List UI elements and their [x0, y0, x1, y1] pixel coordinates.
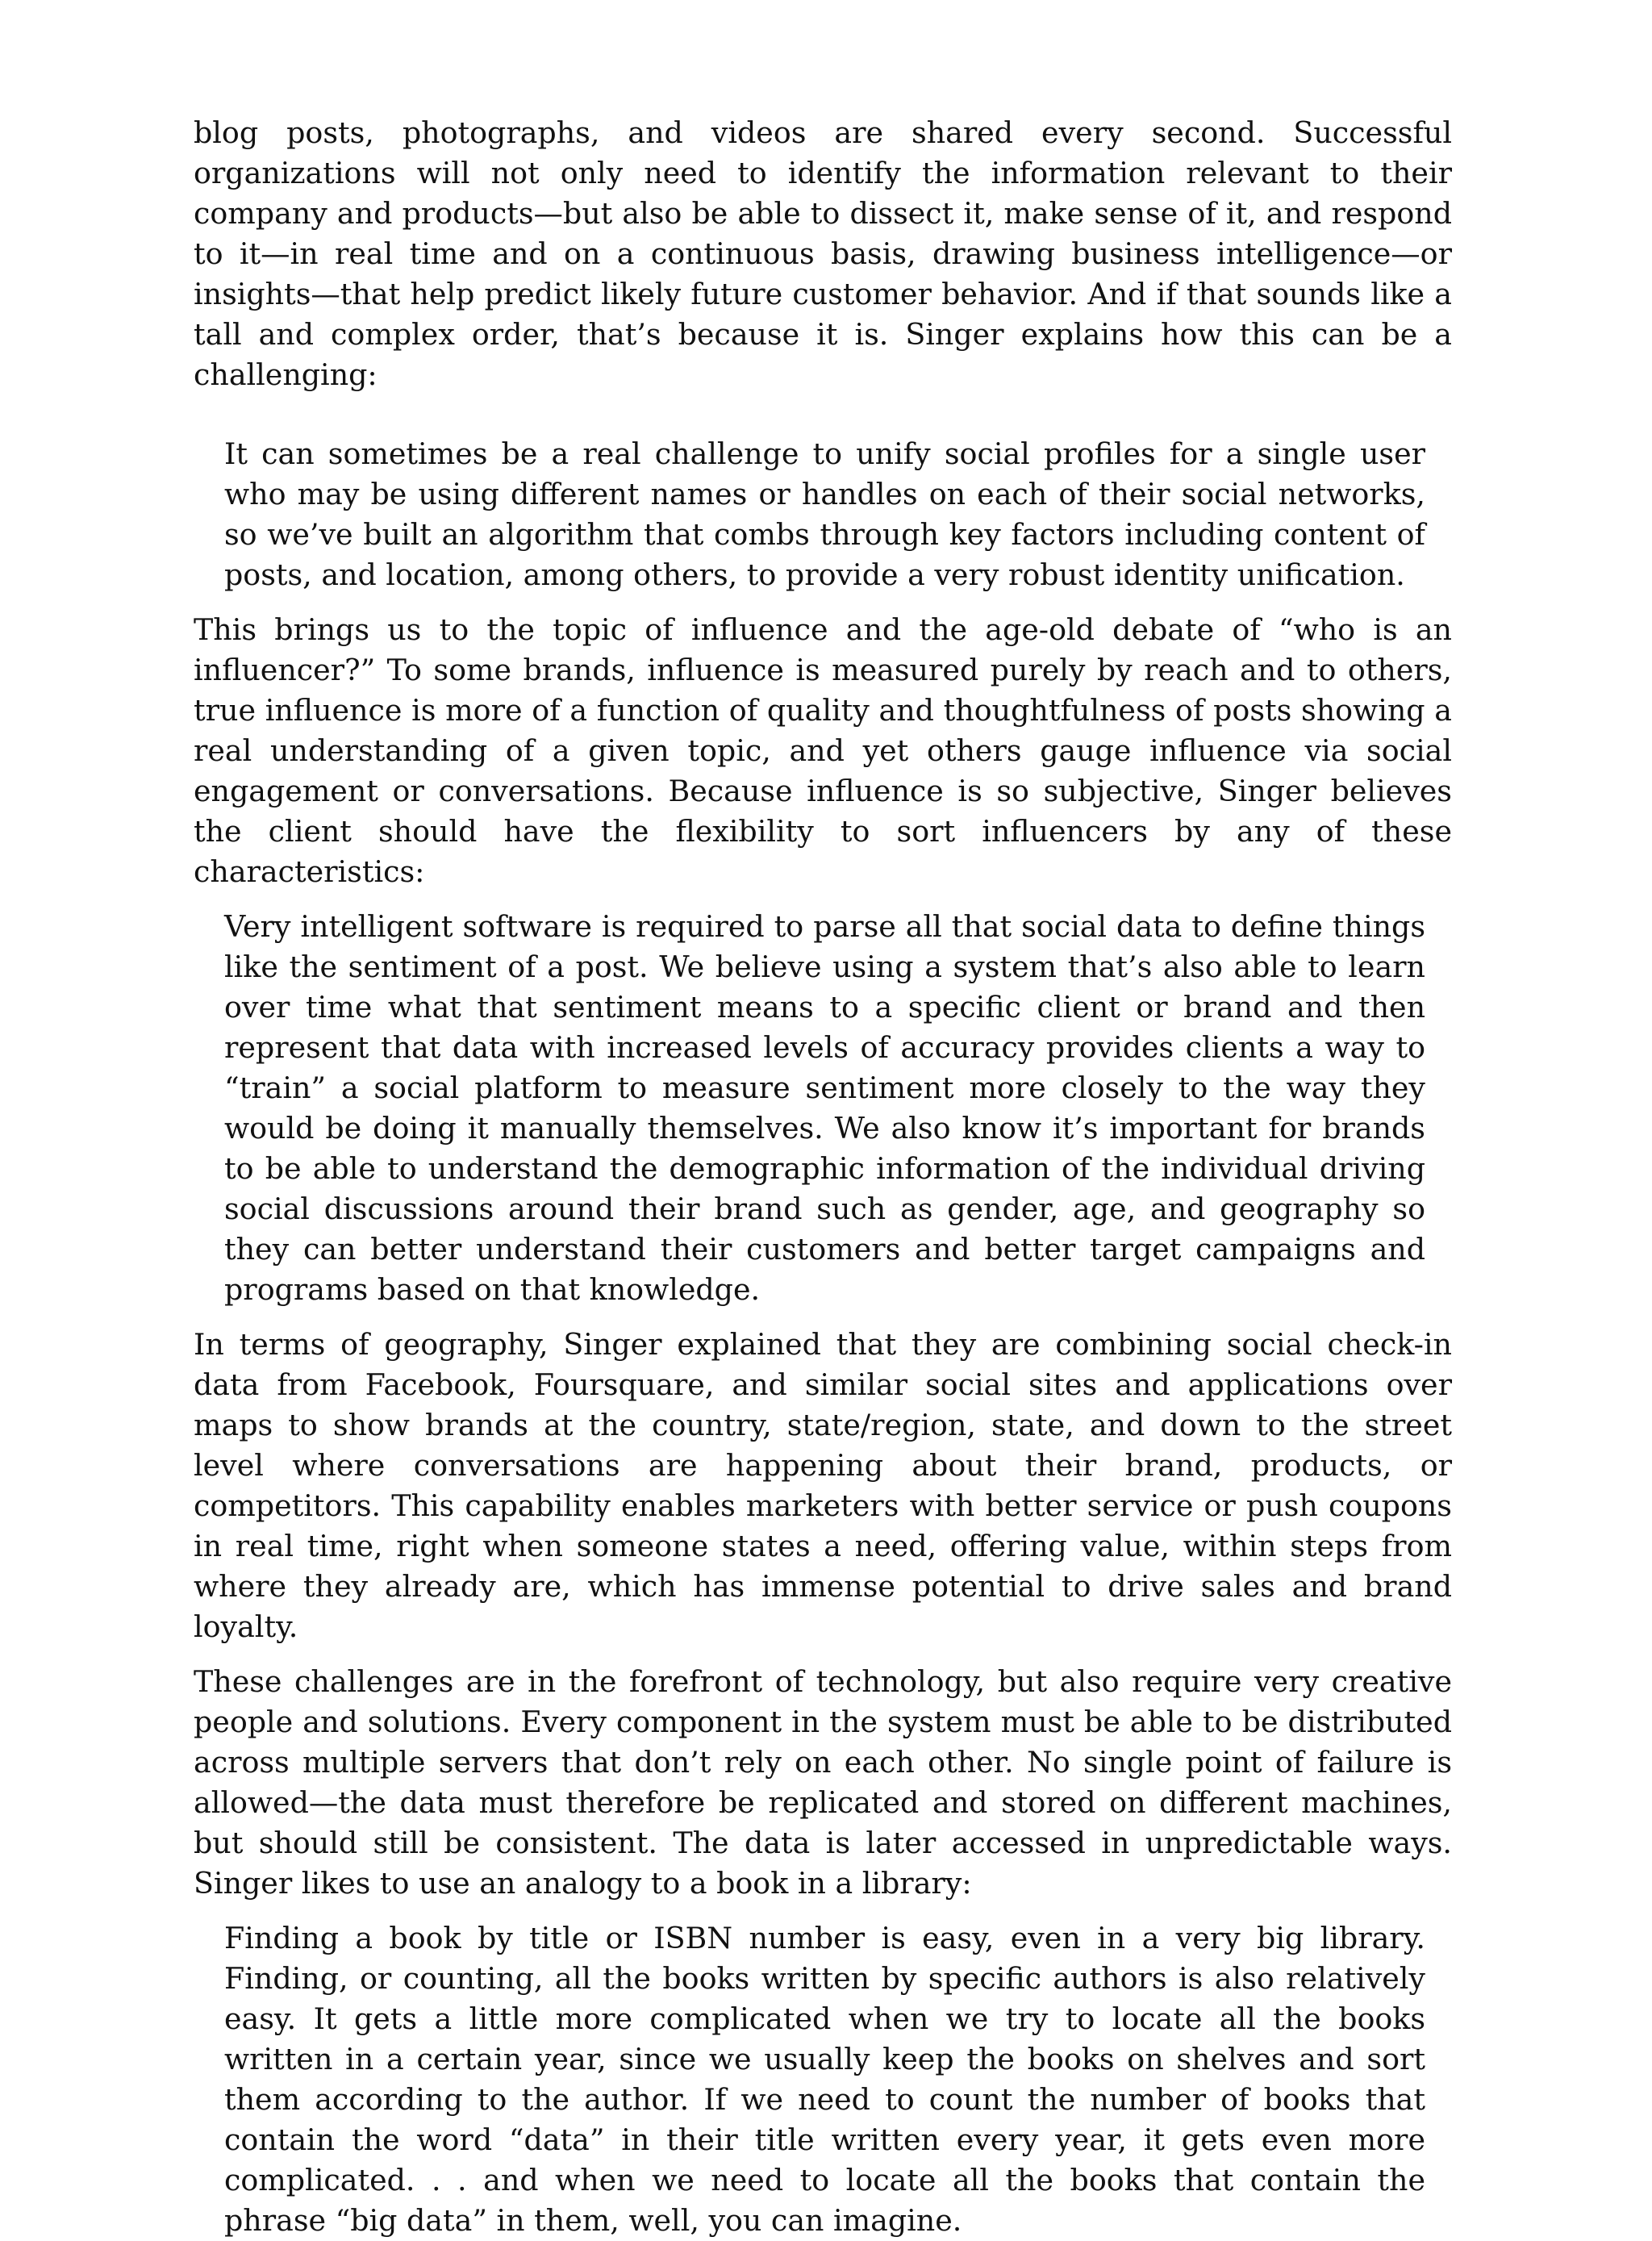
block-quote-1: It can sometimes be a real challenge to unify social profiles for a single user who may be using different names or handles on each of their social networks, so we’ve built an algorithm that combs through key factors including content of posts, and location, among others, to provide a very robust identity unification.: [224, 436, 1425, 592]
body-paragraph-3: In terms of geography, Singer explained that they are combining social check-in data from Facebook, Foursquare, and similar social sites and applications over maps to show brands at the country, state/region, state, and down to the street level where conversations are happening about their brand, products, or competitors. This capability enables marketers with better service or push coupons in real time, right when someone states a need, offering value, within steps from where they already are, which has immense potential to drive sales and brand loyalty.: [194, 1327, 1452, 1644]
body-paragraph-1: blog posts, photographs, and videos are shared every second. Successful organizations will not only need to identify the information relevant to their company and products—but also be able to dissect it, make sense of it, and respond to it—in real time and on a continuous basis, drawing business intelligence—or insights—that help predict likely future customer behavior. And if that sounds like a tall and complex order, that’s because it is. Singer explains how this can be a challenging:: [194, 115, 1452, 392]
body-paragraph-4: These challenges are in the forefront of technology, but also require very creative people and solutions. Every component in the system must be able to be distributed across multiple servers that don’t rely on each other. No single point of failure is allowed—the data must therefore be replicated and stored on different machines, but should still be consistent. The data is later accessed in unpredictable ways. Singer likes to use an analogy to a book in a library:: [194, 1664, 1452, 1901]
block-quote-3: Finding a book by title or ISBN number is easy, even in a very big library. Finding, or counting, all the books written by specific authors is also relatively easy. It gets a little more complicated when we try to locate all the books written in a certain year, since we usually keep the books on shelves and sort them according to the author. If we need to count the number of books that contain the word “data” in their title written every year, it gets even more complicated. . . and when we need to locate all the books that contain the phrase “big data” in them, well, you can imagine.: [224, 1921, 1425, 2238]
document-page: [194, 113, 1452, 2241]
block-quote-2: Very intelligent software is required to parse all that social data to define things like the sentiment of a post. We believe using a system that’s also able to learn over time what that sentiment means to a specific client or brand and then represent that data with increased levels of accuracy provides clients a way to “train” a social platform to measure sentiment more closely to the way they would be doing it manually themselves. We also know it’s important for brands to be able to understand the demographic information of the individual driving social discussions around their brand such as gender, age, and geography so they can better understand their customers and better target campaigns and programs based on that knowledge.: [224, 909, 1425, 1307]
body-paragraph-2: This brings us to the topic of influence and the age-old debate of “who is an influencer?” To some brands, influence is measured purely by reach and to others, true influence is more of a function of quality and thoughtfulness of posts showing a real understanding of a given topic, and yet others gauge influence via social engagement or conversations. Because influence is so subjective, Singer believes the client should have the flexibility to sort influencers by any of these characteristics:: [194, 612, 1452, 889]
